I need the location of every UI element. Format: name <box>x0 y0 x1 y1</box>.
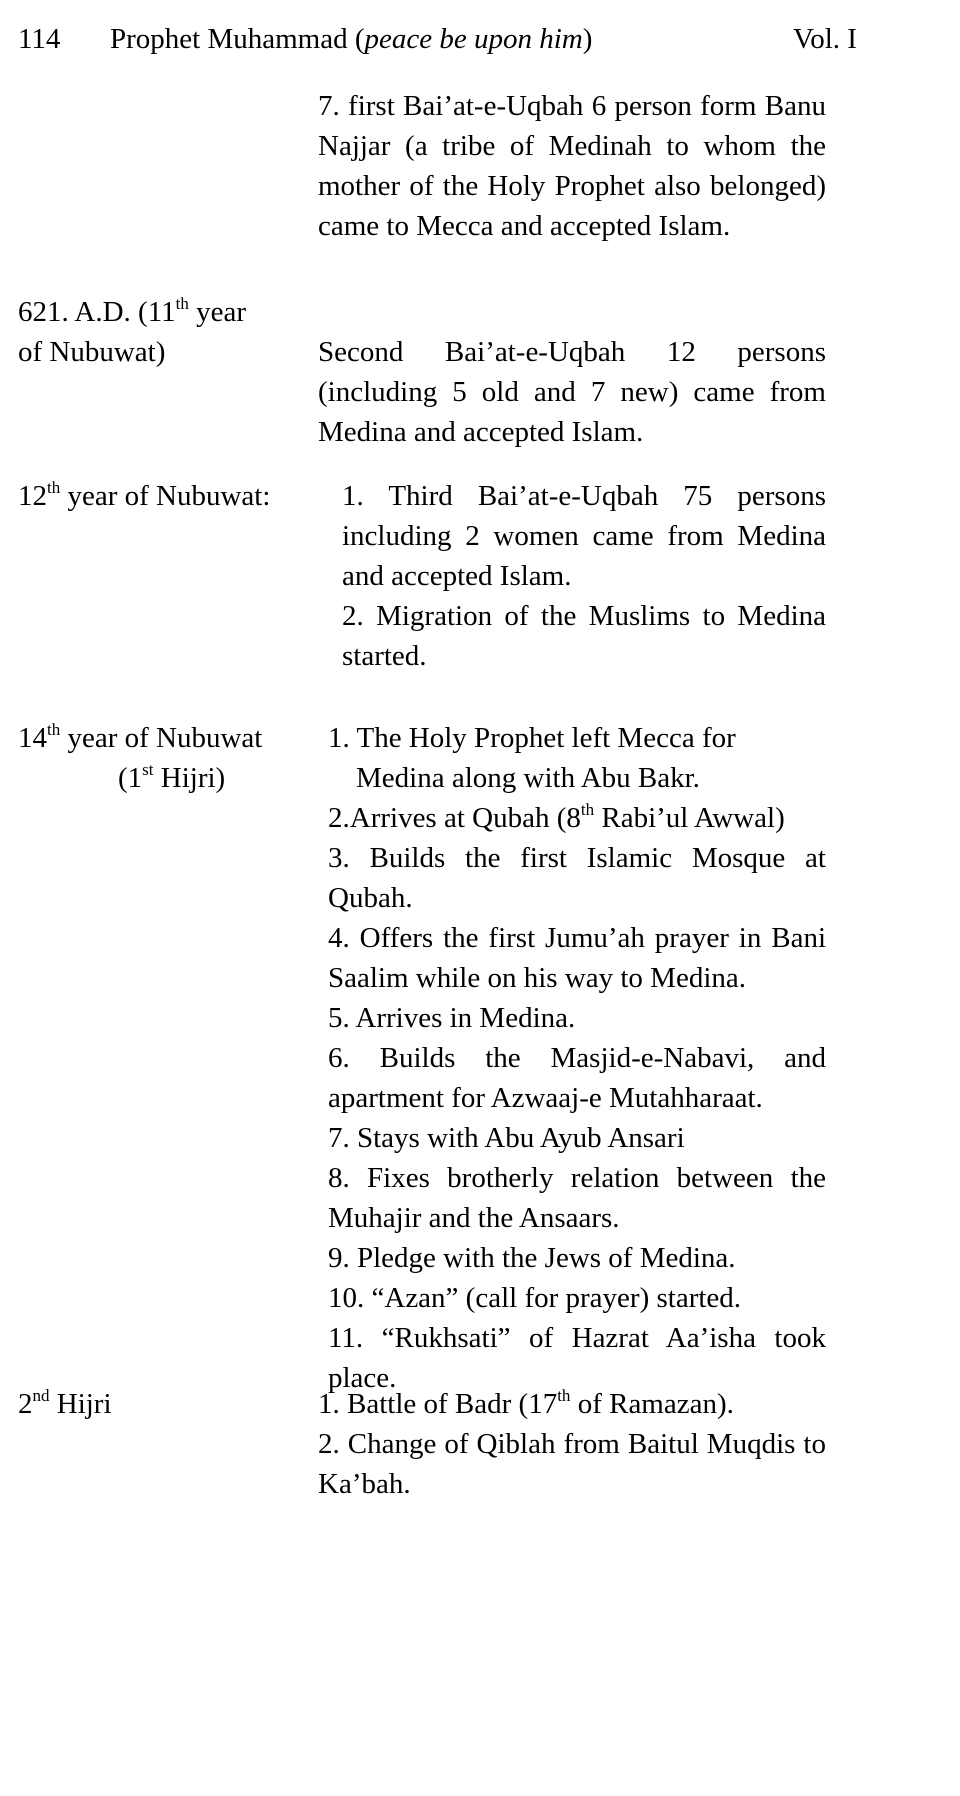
list-item: Medina along with Abu Bakr. <box>356 762 700 794</box>
list-item: 3. Builds the first Islamic Mosque at Qubah. <box>328 842 826 914</box>
page-number: 114 <box>18 23 61 55</box>
list-item: 2. Migration of the Muslims to Medina started. <box>342 600 826 672</box>
event-description <box>318 332 826 452</box>
list-item: 10. “Azan” (call for prayer) started. <box>328 1282 742 1314</box>
event-description <box>328 718 826 1398</box>
event-date: 12th year of Nubuwat: <box>18 478 271 512</box>
list-item: 2.Arrives at Qubah (8th Rabi’ul Awwal) <box>328 800 785 834</box>
event-description <box>318 86 826 246</box>
list-item: 1. Battle of Badr (17th of Ramazan). <box>318 1386 734 1420</box>
event-date: 621. A.D. (11th year of Nubuwat) <box>18 294 247 368</box>
list-item: 9. Pledge with the Jews of Medina. <box>328 1242 736 1274</box>
event-description <box>342 476 826 676</box>
event-date: 14th year of Nubuwat (1st Hijri) <box>18 720 263 794</box>
list-item: 1. Third Bai’at-e-Uqbah 75 persons including 2 women came from Medina and accepted Islam. <box>342 480 826 592</box>
volume-label: Vol. I <box>793 23 857 55</box>
list-item: 6. Builds the Masjid-e-Nabavi, and apartment for Azwaaj-e Mutahharaat. <box>328 1042 826 1114</box>
list-item: 11. “Rukhsati” of Hazrat Aa’isha took place. <box>328 1322 826 1394</box>
list-item: 7. first Bai’at-e-Uqbah 6 person form Banu Najjar (a tribe of Medinah to whom the mother of the Holy Prophet also belonged) came to Mecca and accepted Islam. <box>318 90 826 242</box>
list-item: Second Bai’at-e-Uqbah 12 persons (including 5 old and 7 new) came from Medina and accepted Islam. <box>318 336 826 448</box>
list-item: 7. Stays with Abu Ayub Ansari <box>328 1122 685 1154</box>
running-title: Prophet Muhammad (peace be upon him) <box>110 23 593 55</box>
list-item: 8. Fixes brotherly relation between the Muhajir and the Ansaars. <box>328 1162 826 1234</box>
list-item: 2. Change of Qiblah from Baitul Muqdis to Ka’bah. <box>318 1428 826 1500</box>
list-item: 1. The Holy Prophet left Mecca for <box>328 722 736 754</box>
list-item: 5. Arrives in Medina. <box>328 1002 576 1034</box>
page-header <box>18 14 928 64</box>
event-description <box>318 1384 826 1504</box>
event-date: 2nd Hijri <box>18 1386 112 1420</box>
list-item: 4. Offers the first Jumu’ah prayer in Bani Saalim while on his way to Medina. <box>328 922 826 994</box>
